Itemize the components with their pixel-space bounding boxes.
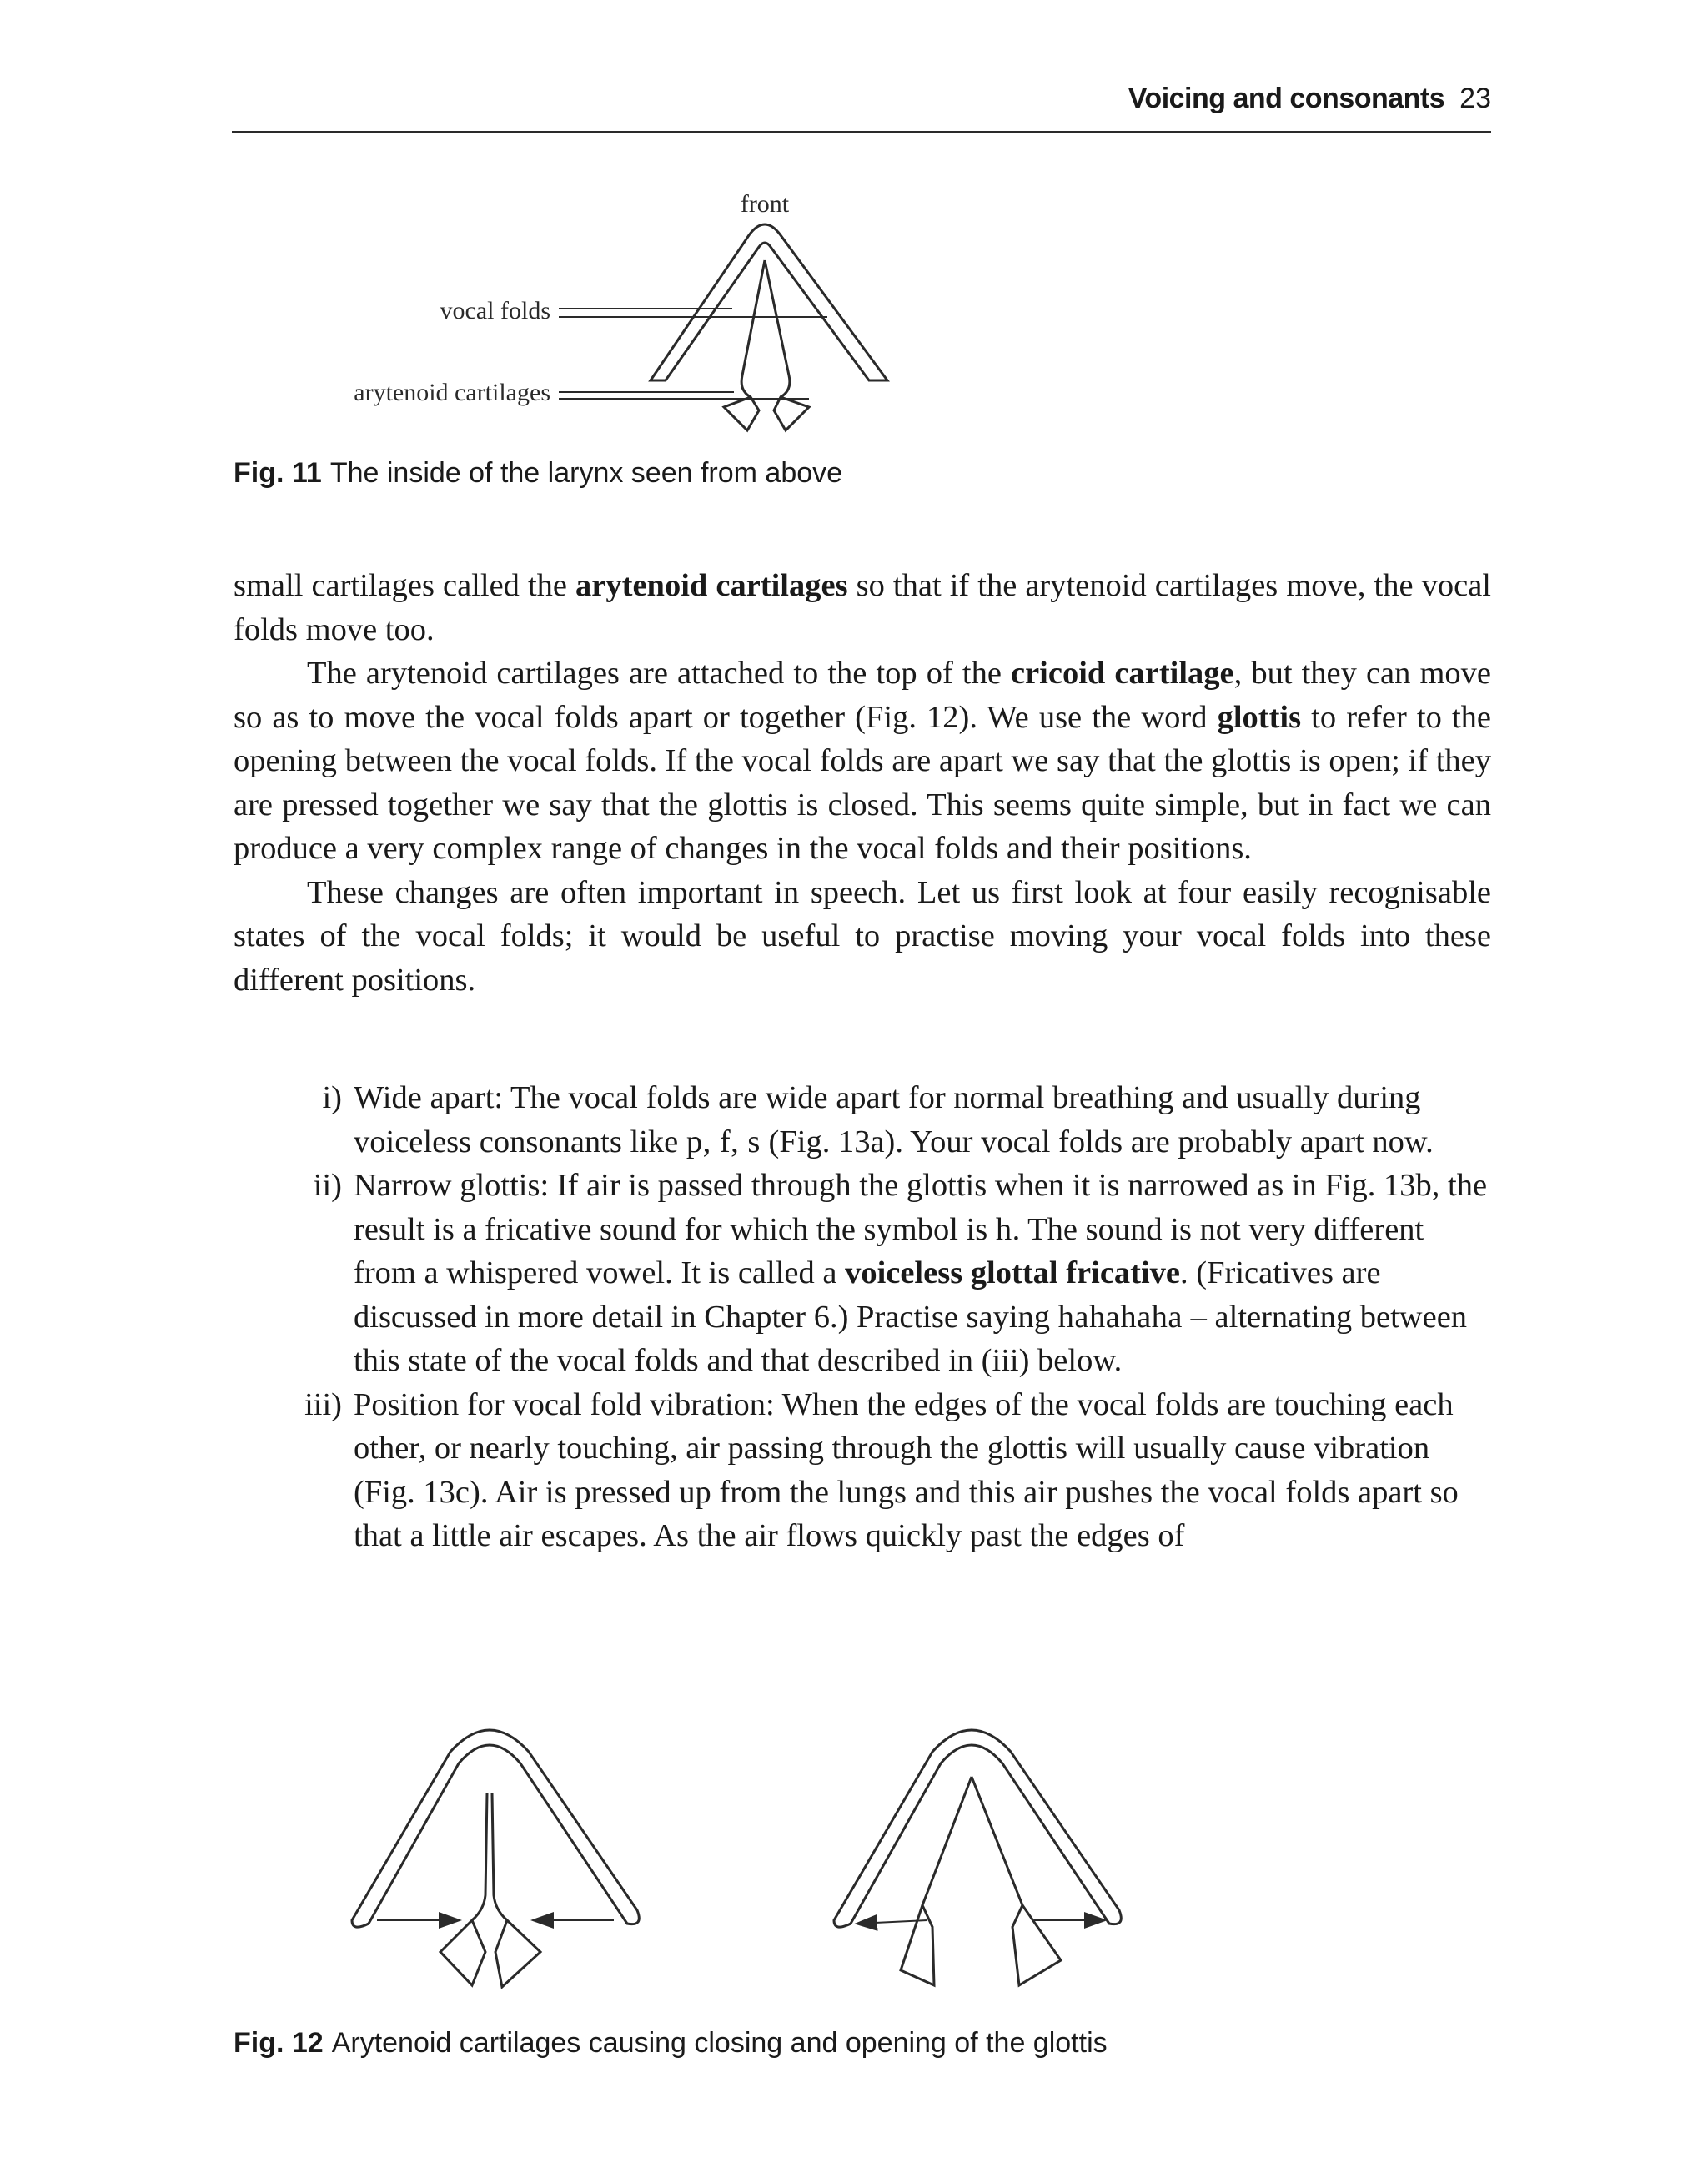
item-1-text-a: Wide apart: The vocal folds are wide apart for normal breathing and usually during voiceless consonants like [354,1080,1421,1159]
paragraph-2 [234,651,1491,871]
arytenoid-right-open [1012,1905,1061,1985]
item-2-hahahaha: hahahaha [1057,1299,1183,1335]
paragraph-1 [234,564,1491,651]
fig11-caption-text: The inside of the larynx seen from above [329,457,843,489]
paragraph-3 [234,871,1491,1003]
fig11-caption [234,457,842,490]
p1-text-a: small cartilages called the [234,568,576,603]
vocal-folds-closed [472,1793,507,1920]
list-marker: ii) [313,1168,342,1203]
thyroid-arch-left [352,1730,639,1927]
glottis-closed-diagram [352,1730,639,1987]
label-front: front [740,190,790,218]
body-paragraphs [234,564,1491,1002]
item-2-text-g: – alternating between this state of the vocal folds and that described in (iii) below. [354,1299,1468,1378]
list-item [284,1164,1491,1383]
p3-text-a: These changes are often important in speech. Let us first look at four easily recognisable states of the vocal folds; it would be useful to practise moving your vocal folds into these different positions. [234,874,1491,998]
list-item [284,1076,1491,1164]
list-marker: i) [322,1080,342,1115]
vocal-folds-shape [741,260,790,397]
item-1-text-c: (Fig. 13a). Your vocal folds are probably apart now. [760,1124,1434,1159]
thyroid-arch [651,224,887,380]
figure-12 [334,1702,1151,2010]
item-2-symbol-h: h [995,1211,1012,1247]
term-arytenoid-cartilages: arytenoid cartilages [575,568,848,603]
fig12-caption-number: Fig. 12 [234,2027,324,2059]
item-2-text-a: Narrow glottis: If air is passed through the glottis when it is narrowed as in Fig. 13b, the result is a fricative sound for which the symbol is [354,1168,1488,1247]
list-item [284,1383,1491,1558]
item-2-text-e: . (Fricatives are discussed in more detail in Chapter 6.) Practise saying [354,1255,1381,1335]
arytenoid-right [774,397,809,430]
term-cricoid-cartilage: cricoid cartilage [1011,656,1234,691]
p2-text-a: The arytenoid cartilages are attached to the top of the [307,656,1011,691]
item-2-text-c: . The sound is not very different from a whispered vowel. It is called a [354,1211,1424,1290]
page-number: 23 [1459,83,1491,114]
item-3-text-a: Position for vocal fold vibration: When the edges of the vocal folds are touching each other, or nearly touching, air passing through the glottis will usually cause vibration (Fig. 13c). Air is pressed up from the lungs and this air pushes the vocal folds apart so that a little air escapes. As the air flows quickly past the edges of [354,1386,1459,1553]
header-text [1128,83,1491,115]
glottis-open-diagram [834,1730,1121,1985]
term-glottis: glottis [1217,699,1302,735]
list-marker: iii) [304,1386,342,1422]
p2-text-c: , but they can move so as to move the vocal folds apart or together (Fig. 12). We use the word [234,656,1491,735]
term-voiceless-glottal-fricative: voiceless glottal fricative [845,1255,1181,1290]
arytenoid-left-closed [440,1920,485,1985]
glottis-closing-opening-diagram [334,1702,1151,2010]
label-arytenoid: arytenoid cartilages [354,379,550,406]
larynx-top-view-diagram [317,184,917,442]
vocal-folds-open [922,1777,1022,1905]
fig12-caption-text: Arytenoid cartilages causing closing and opening of the glottis [331,2027,1108,2059]
thyroid-arch-right [834,1730,1121,1927]
running-header [232,79,1491,133]
fig12-caption [234,2027,1108,2060]
arytenoid-left-open [901,1905,934,1985]
header-title: Voicing and consonants [1128,83,1445,114]
vocal-fold-states-list [284,1076,1491,1558]
arytenoid-left [724,397,759,430]
fig11-caption-number: Fig. 11 [234,457,322,489]
p1-text-c: so that if the arytenoid cartilages move, the vocal folds move too. [234,568,1491,647]
label-vocal-folds: vocal folds [440,297,550,324]
p2-text-e: to refer to the opening between the vocal folds. If the vocal folds are apart we say that the glottis is open; if they are pressed together we say that the glottis is closed. This seems quite simple, but in fact we can produce a very complex range of changes in the vocal folds and their positions. [234,699,1491,866]
arytenoid-right-closed [495,1920,540,1987]
figure-11 [317,184,917,442]
item-1-symbols: p, f, s [686,1124,761,1159]
